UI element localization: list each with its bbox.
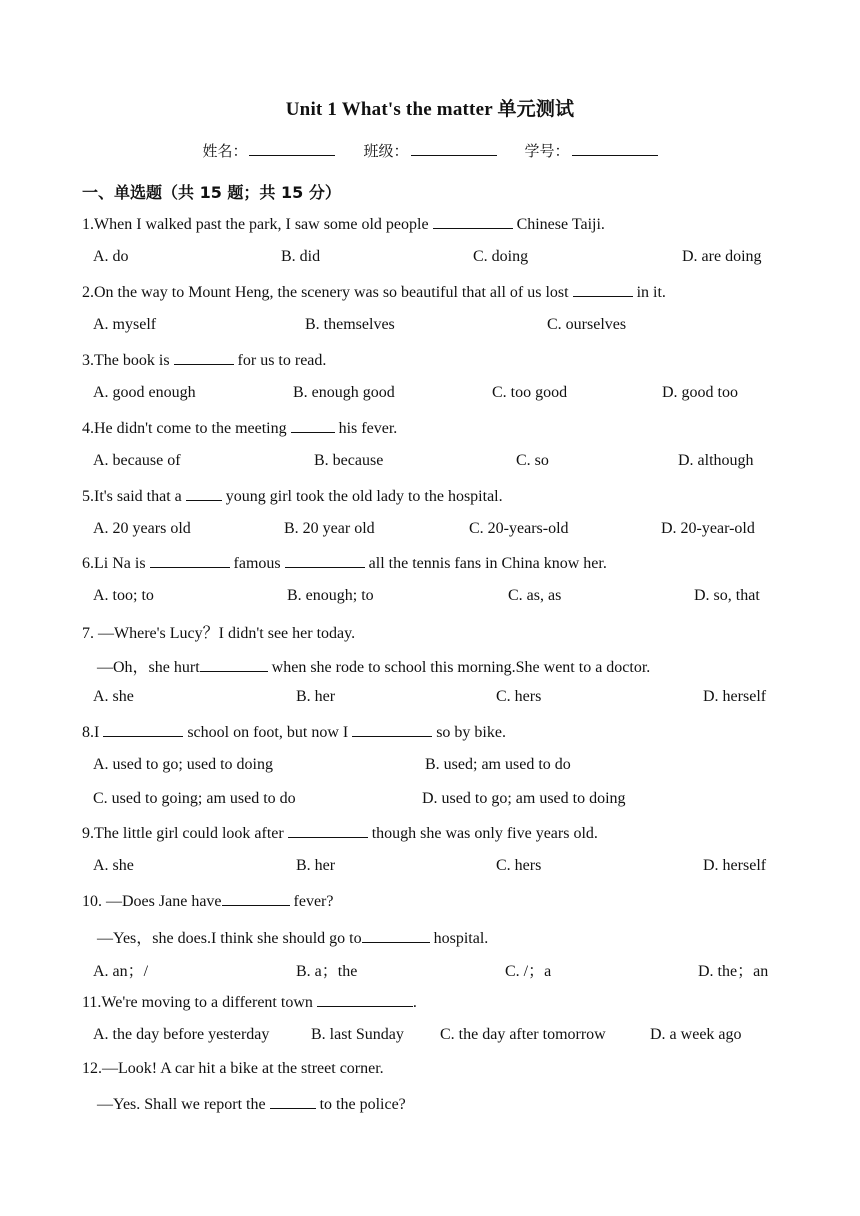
student-id-field xyxy=(525,143,658,160)
stem-text: fever? xyxy=(289,893,334,910)
stem-text: 10. —Does Jane have xyxy=(82,893,222,910)
option-c[interactable]: C. so xyxy=(516,452,549,469)
stem-text: young girl took the old lady to the hospital. xyxy=(221,488,503,505)
option-d[interactable]: D. so, that xyxy=(694,587,760,604)
question-1-options xyxy=(93,248,793,270)
stem-text: 1.When I walked past the park, I saw some old people xyxy=(82,216,433,233)
answer-blank[interactable] xyxy=(174,350,234,365)
stem-text: 8.I xyxy=(82,724,104,741)
option-a[interactable]: A. 20 years old xyxy=(93,520,191,537)
option-d[interactable]: D. are doing xyxy=(682,248,762,265)
answer-blank[interactable] xyxy=(270,1094,316,1109)
stem-text: 4.He didn't come to the meeting xyxy=(82,420,291,437)
option-c[interactable]: C. as, as xyxy=(508,587,562,604)
option-b[interactable]: B. did xyxy=(281,248,321,265)
name-blank[interactable] xyxy=(249,141,335,156)
option-b[interactable]: B. her xyxy=(296,688,336,705)
answer-blank[interactable] xyxy=(291,418,335,433)
question-11-options xyxy=(93,1026,793,1048)
question-7-stem-reply xyxy=(97,654,650,677)
stem-text: —Yes. Shall we report the xyxy=(97,1096,270,1113)
question-10-stem-reply xyxy=(97,925,488,948)
option-c[interactable]: C. /；a xyxy=(505,963,552,980)
name-field xyxy=(202,143,339,160)
stem-text: all the tennis fans in China know her. xyxy=(364,555,607,572)
option-d[interactable]: D. a week ago xyxy=(650,1026,742,1043)
class-label: 班级： xyxy=(363,142,409,160)
answer-blank[interactable] xyxy=(362,928,430,943)
question-9-stem xyxy=(82,823,598,843)
option-a[interactable]: A. do xyxy=(93,248,129,265)
stem-text: to the police? xyxy=(315,1096,406,1113)
option-a[interactable]: A. too; to xyxy=(93,587,154,604)
option-c[interactable]: C. doing xyxy=(473,248,529,265)
question-12-stem-reply xyxy=(97,1094,406,1114)
answer-blank[interactable] xyxy=(317,992,413,1007)
option-d[interactable]: D. 20-year-old xyxy=(661,520,755,537)
question-12-stem xyxy=(82,1060,384,1078)
name-label: 姓名： xyxy=(202,142,248,160)
option-d[interactable]: D. although xyxy=(678,452,754,469)
question-10-options xyxy=(93,958,793,980)
question-11-stem xyxy=(82,992,417,1012)
answer-blank[interactable] xyxy=(103,722,183,737)
question-3-stem xyxy=(82,350,326,370)
stem-text: 9.The little girl could look after xyxy=(82,825,288,842)
question-2-stem xyxy=(82,282,666,302)
stem-text: famous xyxy=(229,555,285,572)
question-8-options xyxy=(93,756,793,778)
option-b[interactable]: B. themselves xyxy=(305,316,395,333)
question-6-options xyxy=(93,587,793,609)
stem-text: . xyxy=(412,994,417,1011)
option-d[interactable]: D. herself xyxy=(703,688,767,705)
option-c[interactable]: C. 20-years-old xyxy=(469,520,569,537)
question-1-stem xyxy=(82,214,605,234)
option-a[interactable]: A. she xyxy=(93,688,134,705)
question-4-stem xyxy=(82,418,397,438)
option-c[interactable]: C. too good xyxy=(492,384,568,401)
stem-text: 11.We're moving to a different town xyxy=(82,994,317,1011)
question-5-stem xyxy=(82,486,503,506)
question-2-options xyxy=(93,316,793,338)
stem-text: hospital. xyxy=(429,930,489,947)
option-a[interactable]: A. good enough xyxy=(93,384,196,401)
option-a[interactable]: A. she xyxy=(93,857,134,874)
question-3-options xyxy=(93,384,793,406)
student-id-blank[interactable] xyxy=(572,141,658,156)
class-blank[interactable] xyxy=(411,141,497,156)
option-c[interactable]: C. the day after tomorrow xyxy=(440,1026,606,1043)
option-d[interactable]: D. good too xyxy=(662,384,738,401)
option-d[interactable]: D. herself xyxy=(703,857,767,874)
stem-text: —Oh，she hurt xyxy=(97,659,200,676)
option-d[interactable]: D. the；an xyxy=(698,963,769,980)
page-title: Unit 1 What's the matter 单元测试 xyxy=(285,99,575,120)
answer-blank[interactable] xyxy=(288,823,368,838)
option-a[interactable]: A. the day before yesterday xyxy=(93,1026,270,1043)
class-field xyxy=(363,143,500,160)
option-c[interactable]: C. ourselves xyxy=(547,316,627,333)
option-d[interactable]: D. used to go; am used to doing xyxy=(422,790,626,807)
option-a[interactable]: A. an；/ xyxy=(93,963,149,980)
answer-blank[interactable] xyxy=(285,553,365,568)
question-7-stem xyxy=(82,620,355,643)
stem-text: 12.—Look! A car hit a bike at the street corner. xyxy=(82,1060,384,1077)
question-10-stem xyxy=(82,891,333,911)
option-a[interactable]: A. used to go; used to doing xyxy=(93,756,273,773)
stem-text: his fever. xyxy=(334,420,398,437)
answer-blank[interactable] xyxy=(222,891,290,906)
option-a[interactable]: A. myself xyxy=(93,316,157,333)
question-5-options xyxy=(93,520,793,542)
question-8-options-row2 xyxy=(93,790,793,812)
answer-blank[interactable] xyxy=(150,553,230,568)
stem-text: 3.The book is xyxy=(82,352,174,369)
option-a[interactable]: A. because of xyxy=(93,452,181,469)
student-id-label: 学号： xyxy=(524,142,570,160)
stem-text: Chinese Taiji. xyxy=(512,216,605,233)
question-7-options xyxy=(93,688,793,710)
option-b[interactable]: B. a；the xyxy=(296,963,358,980)
stem-text: though she was only five years old. xyxy=(367,825,598,842)
stem-text: school on foot, but now I xyxy=(183,724,353,741)
stem-text: so by bike. xyxy=(432,724,506,741)
stem-text: for us to read. xyxy=(233,352,327,369)
option-b[interactable]: B. used; am used to do xyxy=(425,756,571,773)
question-8-stem xyxy=(82,722,506,742)
stem-text: 5.It's said that a xyxy=(82,488,186,505)
student-info-line xyxy=(0,140,860,161)
answer-blank[interactable] xyxy=(352,722,432,737)
stem-text: 6.Li Na is xyxy=(82,555,150,572)
option-c[interactable]: C. hers xyxy=(496,857,542,874)
option-b[interactable]: B. 20 year old xyxy=(284,520,375,537)
stem-text: 7. —Where's Lucy？I didn't see her today. xyxy=(82,625,356,642)
option-c[interactable]: C. hers xyxy=(496,688,542,705)
option-b[interactable]: B. because xyxy=(314,452,384,469)
question-4-options xyxy=(93,452,793,474)
option-c[interactable]: C. used to going; am used to do xyxy=(93,790,296,807)
question-6-stem xyxy=(82,553,607,573)
answer-blank[interactable] xyxy=(433,214,513,229)
option-b[interactable]: B. her xyxy=(296,857,336,874)
answer-blank[interactable] xyxy=(573,282,633,297)
answer-blank[interactable] xyxy=(186,486,222,501)
stem-text: when she rode to school this morning.She went to a doctor. xyxy=(267,659,651,676)
option-b[interactable]: B. enough; to xyxy=(287,587,374,604)
stem-text: —Yes，she does.I think she should go to xyxy=(97,930,362,947)
section-heading: 一、单选题（共 15 题；共 15 分） xyxy=(82,183,341,202)
option-b[interactable]: B. last Sunday xyxy=(311,1026,404,1043)
answer-blank[interactable] xyxy=(200,657,268,672)
question-9-options xyxy=(93,857,793,879)
stem-text: in it. xyxy=(632,284,666,301)
stem-text: 2.On the way to Mount Heng, the scenery was so beautiful that all of us lost xyxy=(82,284,573,301)
option-b[interactable]: B. enough good xyxy=(293,384,395,401)
